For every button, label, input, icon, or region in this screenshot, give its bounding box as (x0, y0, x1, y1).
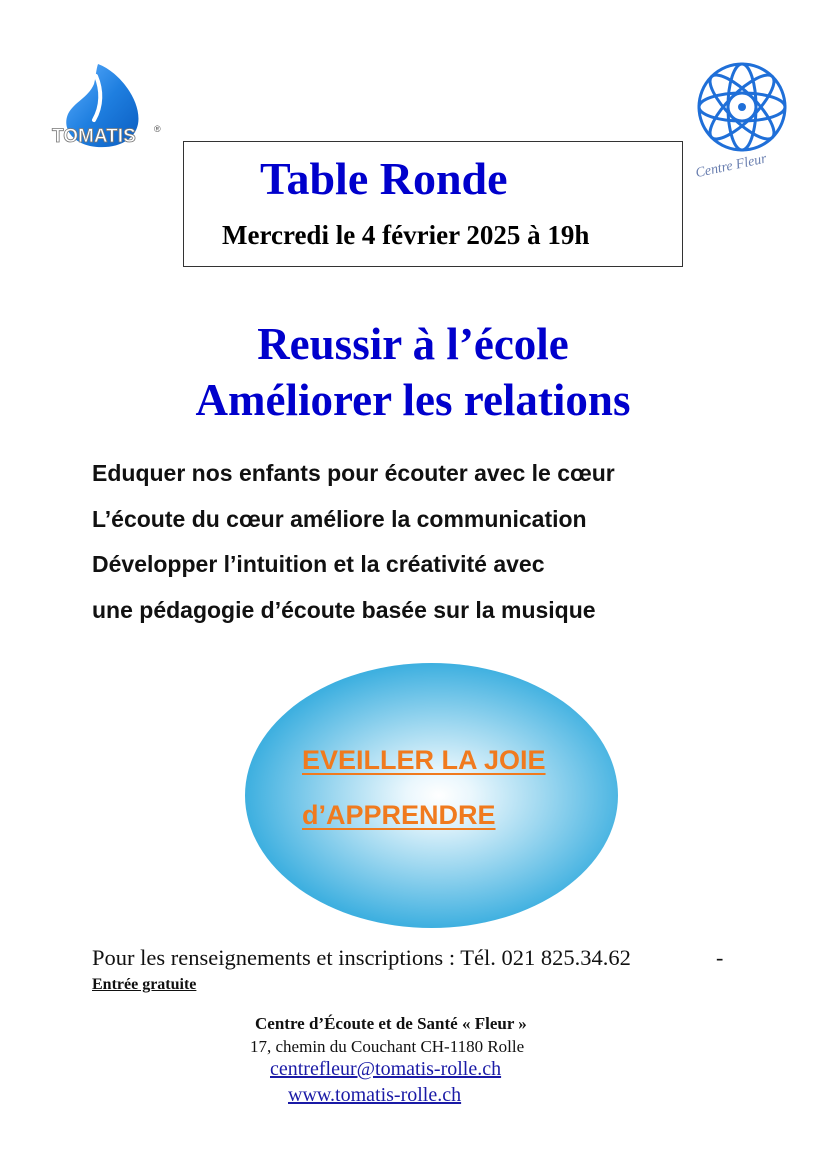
description-line: Eduquer nos enfants pour écouter avec le cœur (92, 460, 615, 486)
svg-text:Centre Fleur: Centre Fleur (694, 151, 769, 180)
water-drop-icon (50, 62, 170, 152)
description-line: une pédagogie d’écoute basée sur la musique (92, 596, 596, 623)
title-box (183, 141, 683, 267)
street-address: 17, chemin du Couchant CH-1180 Rolle (250, 1037, 525, 1056)
email-link[interactable]: centrefleur@tomatis-rolle.ch (270, 1058, 502, 1080)
entry-free-label: Entrée gratuite (92, 976, 197, 993)
tomatis-logo (50, 62, 170, 152)
description-list (92, 455, 615, 637)
svg-text:®: ® (154, 124, 161, 134)
centre-fleur-logo (690, 60, 805, 180)
flower-mandala-icon (690, 60, 805, 180)
description-line: Développer l’intuition et la créativité avec (92, 551, 545, 577)
highlight-ellipse (245, 663, 618, 928)
event-title: Table Ronde (260, 153, 508, 204)
ellipse-text-line-2: d’APPRENDRE (302, 800, 496, 830)
website-link[interactable]: www.tomatis-rolle.ch (288, 1084, 462, 1106)
svg-text:TOMATIS: TOMATIS (52, 126, 136, 147)
event-date: Mercredi le 4 février 2025 à 19h (222, 220, 590, 250)
trailing-mark: - (716, 945, 724, 970)
ellipse-text-line-1: EVEILLER LA JOIE (302, 745, 546, 775)
centre-name: Centre d’Écoute et de Santé « Fleur » (255, 1014, 527, 1033)
headline-line-2: Améliorer les relations (195, 375, 631, 425)
description-line: L’écoute du cœur améliore la communication (92, 505, 587, 532)
contact-info: Pour les renseignements et inscriptions : Tél. 021 825.34.62 (92, 945, 631, 970)
headline-line-1: Reussir à l’école (257, 319, 569, 369)
